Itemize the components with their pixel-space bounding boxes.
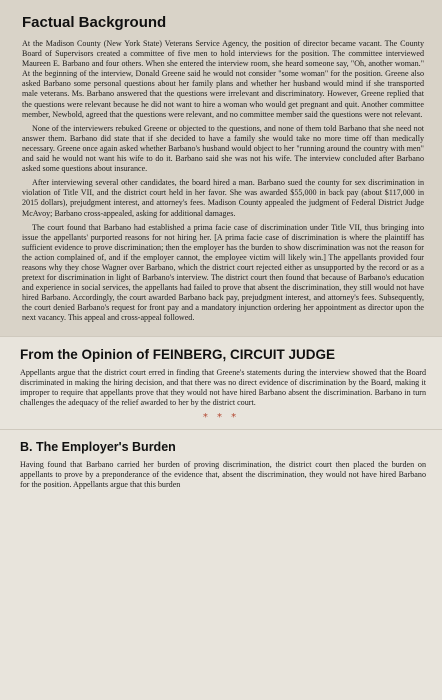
- section-heading-opinion: From the Opinion of FEINBERG, CIRCUIT JUDGE: [20, 346, 335, 362]
- employers-burden-section: [14, 430, 428, 490]
- paragraph: Appellants argue that the district court erred in finding that Greene's statements during the interview showed that the Board discriminated in making the hiring decision, and that there was no direct evidence of discrimination by the Board, making it improper to require that appellants prove that they would not have hired Barbano absent the discrimination. Barbano in turn challenges the adequacy of the relief awarded to her by the district court.: [20, 367, 426, 407]
- paragraph: After interviewing several other candidates, the board hired a man. Barbano sued the county for sex discrimination in violation of Title VII, and the district court held in her favor. She was awarded $55,000 in back pay (about $117,000 in 2015 dollars), prejudgment interest, and attorney's fees. Madison County appealed the judgment of Federal District Judge McAvoy; Barbano cross-appealed, asking for additional damages.: [22, 178, 424, 218]
- paragraph: The court found that Barbano had established a prima facie case of discrimination under Title VII, thus bringing into issue the appellants' purported reasons for not hiring her. [A prima facie case of discrimination is where the plaintiff has sufficient evidence to prove discrimination; then the employer has the burden to show discrimination was not the reason for the action complained of, and if the employer cannot, the employee victim will likely win.] The appellants provided four reasons why they chose Wagner over Barbano, which the district court rejected either as unsupported by the record or as a pretext for discrimination in light of Barbano's interview. The district court then found that because of Barbano's education and experience in social services, the appellants had failed to prove that absent the discrimination, they still would not have hired Barbano. Accordingly, the court awarded Barbano back pay, prejudgment interest, and attorney's fees. Subsequently, the court denied Barbano's request for front pay and a mandatory injunction ordering her appointment as director upon the next vacancy. This appeal and cross-appeal followed.: [22, 222, 424, 323]
- section-heading-factual-background: Factual Background: [22, 14, 167, 31]
- paragraph: At the Madison County (New York State) Veterans Service Agency, the position of director became vacant. The County Board of Supervisors created a committee of five men to hold interviews for the position. The committee interviewed Maureen E. Barbano and four others. When she entered the interview room, she heard someone say, "Oh, another woman." At the beginning of the interview, Donald Greene said he would not consider "some woman" for the position. Greene also asked Barbano some personal questions about her family plans and whether her husband would mind if she transported male veterans. Ms. Barbano answered that the questions were irrelevant and discriminatory. However, Greene replied that the questions were relevant because he did not want to hire a woman who would get pregnant and quit. Another committee member, Newbold, agreed that the questions were relevant, and no committee member said the questions were not relevant.: [22, 39, 424, 119]
- opinion-section: [14, 337, 428, 423]
- paragraph: None of the interviewers rebuked Greene or objected to the questions, and none of them told Barbano that she need not answer them. Barbano did state that if she decided to have a family she would take no more time off than medically necessary. Greene once again asked whether Barbano's husband would object to her "running around the country with men" and said he would not want his wife to do it. Barbano said she was not his wife. The interview concluded after Barbano asked some questions about insurance.: [22, 123, 424, 174]
- section-heading-employers-burden: B. The Employer's Burden: [20, 439, 176, 454]
- factual-background-section: [0, 0, 442, 336]
- section-separator: * * *: [202, 411, 240, 423]
- paragraph: Having found that Barbano carried her burden of proving discrimination, the district court then placed the burden on appellants to prove by a preponderance of the evidence that, absent the discrimination, they would not have hired Barbano for the position. Appellants argue that this burden: [20, 459, 426, 490]
